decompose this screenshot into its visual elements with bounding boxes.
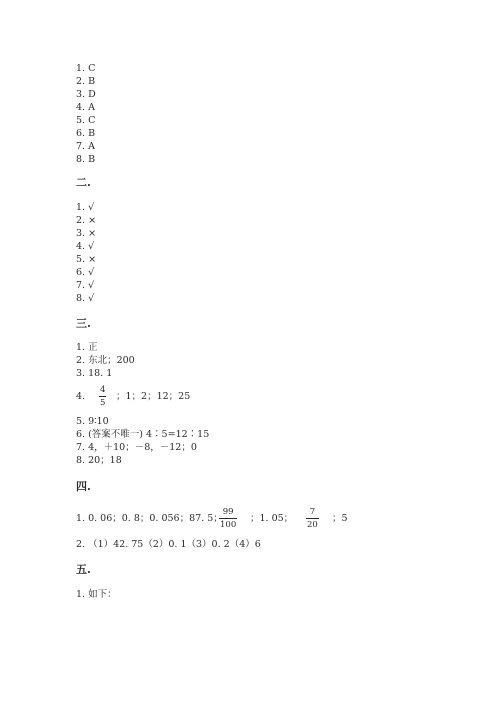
answer-2-6: 6. √: [76, 267, 95, 278]
section-5-heading: 五.: [76, 563, 91, 576]
answer-2-5: 5. ×: [76, 254, 97, 265]
answer-2-8: 8. √: [76, 293, 95, 304]
answer-1-7: 7. A: [76, 141, 95, 152]
fraction-denominator: 5: [100, 398, 106, 408]
section-3-heading: 三.: [76, 317, 91, 330]
fraction-numerator: 99: [222, 507, 234, 517]
answer-3-6: 6. (答案不唯一) 4∶5=12∶15: [76, 429, 210, 440]
fraction-numerator: 4: [100, 385, 106, 395]
answer-2-7: 7. √: [76, 280, 95, 291]
answer-3-7: 7. 4，＋10；－8，－12；0: [76, 442, 197, 453]
answer-1-5: 5. C: [76, 115, 96, 126]
answer-1-3: 3. D: [76, 89, 96, 100]
answer-2-3: 3. ×: [76, 228, 97, 239]
answer-1-4: 4. A: [76, 102, 95, 113]
fraction-bar: [219, 518, 237, 519]
answer-1-2: 2. B: [76, 76, 96, 87]
answer-4-1-part-b: ；1. 05；: [250, 513, 294, 524]
answer-1-6: 6. B: [76, 128, 96, 139]
answer-3-8: 8. 20；18: [76, 455, 122, 466]
fraction-bar: [306, 518, 319, 519]
fraction-99-100: [219, 507, 237, 530]
fraction-denominator: 20: [307, 520, 318, 530]
answer-3-4-suffix: ；1；2；12；25: [116, 391, 191, 402]
answer-2-1: 1. √: [76, 202, 95, 213]
answer-2-2: 2. ×: [76, 215, 97, 226]
section-4-heading: 四.: [76, 480, 91, 493]
answer-4-2: 2. （1）42. 75（2）0. 1（3）0. 2（4）6: [76, 539, 261, 550]
answer-3-1: 1. 正: [76, 342, 98, 353]
answer-2-4: 4. √: [76, 241, 95, 252]
answer-3-3: 3. 18. 1: [76, 368, 113, 379]
fraction-numerator: 7: [309, 507, 316, 517]
answer-1-8: 8. B: [76, 154, 96, 165]
answer-4-1-part-c: ；5: [332, 513, 348, 524]
section-2-heading: 二.: [76, 176, 91, 189]
answer-3-5: 5. 9∶10: [76, 416, 109, 427]
fraction-7-20: [306, 507, 319, 530]
answer-1-1: 1. C: [76, 63, 96, 74]
answer-5-1: 1. 如下：: [76, 589, 117, 600]
answer-3-2: 2. 东北；200: [76, 355, 135, 366]
answer-4-1-part-a: 1. 0. 06；0. 8；0. 056；87. 5；: [76, 513, 223, 524]
fraction-bar: [99, 396, 106, 397]
fraction-4-5: [99, 385, 106, 408]
answer-3-4-prefix: 4.: [76, 391, 86, 402]
fraction-denominator: 100: [220, 520, 237, 530]
